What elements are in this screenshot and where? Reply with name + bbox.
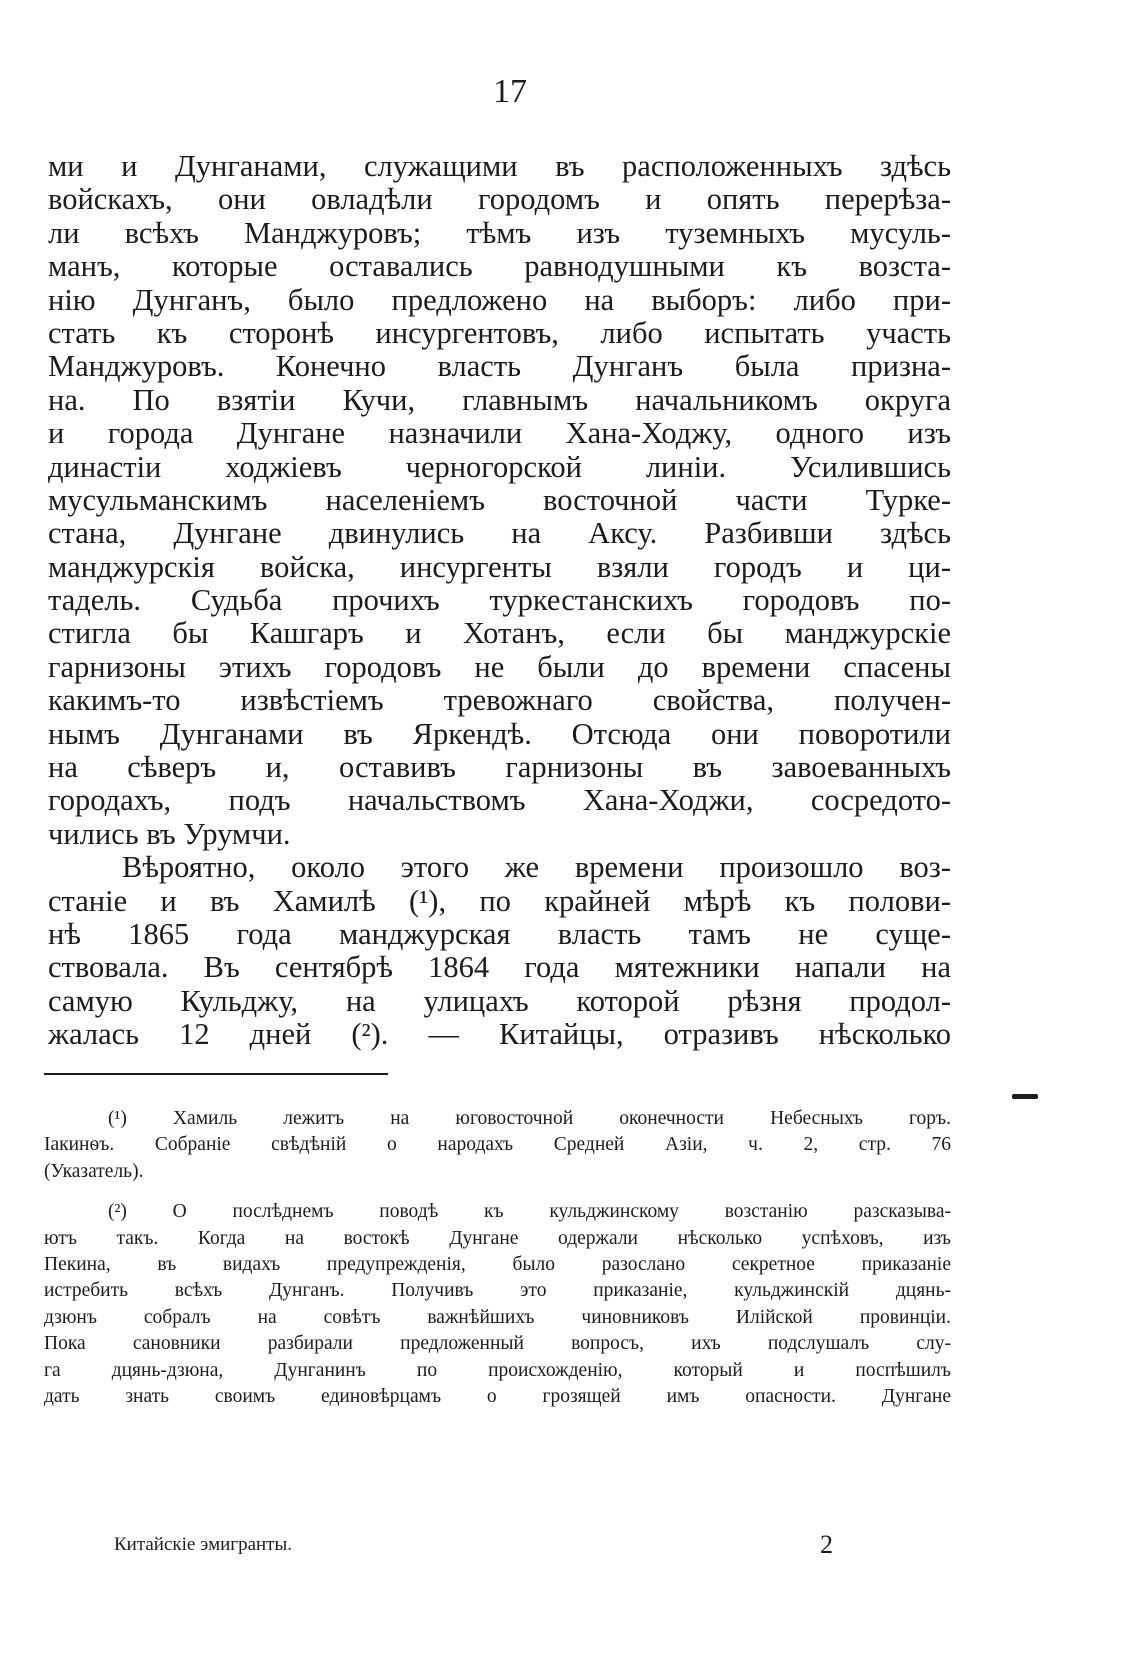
text-line: стигла бы Кашгаръ и Хотанъ, если бы манджурскіе [48, 616, 951, 651]
text-line: стать къ сторонѣ инсургентовъ, либо испытать участь [48, 315, 951, 350]
footnote-2-line: истребить всѣхъ Дунганъ. Получивъ это приказаніе, кульджинскій дцянь- [44, 1280, 951, 1302]
footnote-2-line: Пока сановники разбирали предложенный вопросъ, ихъ подслушалъ слу- [44, 1333, 951, 1355]
footnote-gap [44, 1185, 951, 1199]
margin-mark [1012, 1094, 1038, 1099]
text-line: ли всѣхъ Манджуровъ; тѣмъ изъ туземныхъ мусуль- [48, 215, 951, 250]
text-line: станіе и въ Хамилѣ (¹), по крайней мѣрѣ къ полови- [48, 883, 951, 918]
text-line: ствовала. Въ сентябрѣ 1864 года мятежники напали на [48, 950, 951, 985]
footnote-1-line: (Указатель). [44, 1160, 144, 1182]
text-line: тадель. Судьба прочихъ туркестанскихъ городовъ по- [48, 583, 951, 618]
text-line: ми и Дунганами, служащими въ расположенныхъ здѣсь [48, 149, 951, 183]
text-line: самую Кульджу, на улицахъ которой рѣзня продол- [48, 983, 951, 1018]
main-text [48, 150, 951, 1052]
text-line: войскахъ, они овладѣли городомъ и опять перерѣза- [48, 182, 951, 217]
text-line: нѣ 1865 года манджурская власть тамъ не суще- [48, 916, 951, 951]
text-line: какимъ-то извѣстіемъ тревожнаго свойства, получен- [48, 683, 951, 718]
text-line: стана, Дунгане двинулись на Аксу. Разбивши здѣсь [48, 516, 951, 551]
footnote-2-line: Пекина, въ видахъ предупрежденія, было разослано секретное приказаніе [44, 1253, 951, 1275]
signature-line: Китайскіе эмигранты. [114, 1534, 292, 1555]
text-line: Манджуровъ. Конечно власть Дунганъ была призна- [48, 349, 951, 384]
footnotes [44, 1106, 951, 1410]
footnote-1-line: (¹) Хамиль лежитъ на юговосточной оконечности Небесныхъ горъ. [108, 1108, 951, 1129]
text-line: манджурскія войска, инсургенты взяли городъ и ци- [48, 549, 951, 584]
text-line: городахъ, подъ начальствомъ Хана-Ходжи, сосредото- [48, 783, 951, 818]
text-line: манъ, которые оставались равнодушными къ возста- [48, 249, 951, 284]
footnote-2-line: ютъ такъ. Когда на востокѣ Дунгане одержали нѣсколько успѣховъ, изъ [44, 1227, 951, 1249]
footnote-2-line: дзюнъ собралъ на совѣтъ важнѣйшихъ чиновниковъ Илійской провинціи. [44, 1306, 951, 1328]
signature-number: 2 [820, 1530, 833, 1559]
text-line: гарнизоны этихъ городовъ не были до времени спасены [48, 649, 951, 684]
footnote-1-line: Іакинѳъ. Собраніе свѣдѣній о народахъ Средней Азіи, ч. 2, стр. 76 [44, 1134, 951, 1156]
text-line: на. По взятіи Кучи, главнымъ начальникомъ округа [48, 382, 951, 417]
text-line: мусульманскимъ населеніемъ восточной части Турке- [48, 482, 951, 517]
text-line: династіи ходжіевъ черногорской линіи. Усилившись [48, 449, 951, 484]
text-line: чились въ Урумчи. [48, 816, 291, 851]
paragraph-first-line: Вѣроятно, около этого же времени произошло воз- [122, 850, 951, 885]
text-line: нію Дунганъ, было предложено на выборъ: либо при- [48, 282, 951, 317]
footnote-2-line: га дцянь-дзюна, Дунганинъ по происхожденію, который и поспѣшилъ [44, 1359, 951, 1381]
text-line: жалась 12 дней (²). — Китайцы, отразивъ нѣсколько [48, 1017, 951, 1052]
footnote-2-line: дать знать своимъ единовѣрцамъ о грозящей имъ опасности. Дунгане [44, 1385, 951, 1407]
footnote-2-line: (²) О послѣднемъ поводѣ къ кульджинскому возстанію разсказыва- [108, 1201, 951, 1223]
text-line: нымъ Дунганами въ Яркендѣ. Отсюда они поворотили [48, 716, 951, 751]
page-number: 17 [493, 73, 527, 110]
text-line: на сѣверъ и, оставивъ гарнизоны въ завоеванныхъ [48, 750, 951, 785]
footnote-divider [44, 1073, 388, 1075]
text-line: и города Дунгане назначили Хана-Ходжу, одного изъ [48, 416, 951, 451]
